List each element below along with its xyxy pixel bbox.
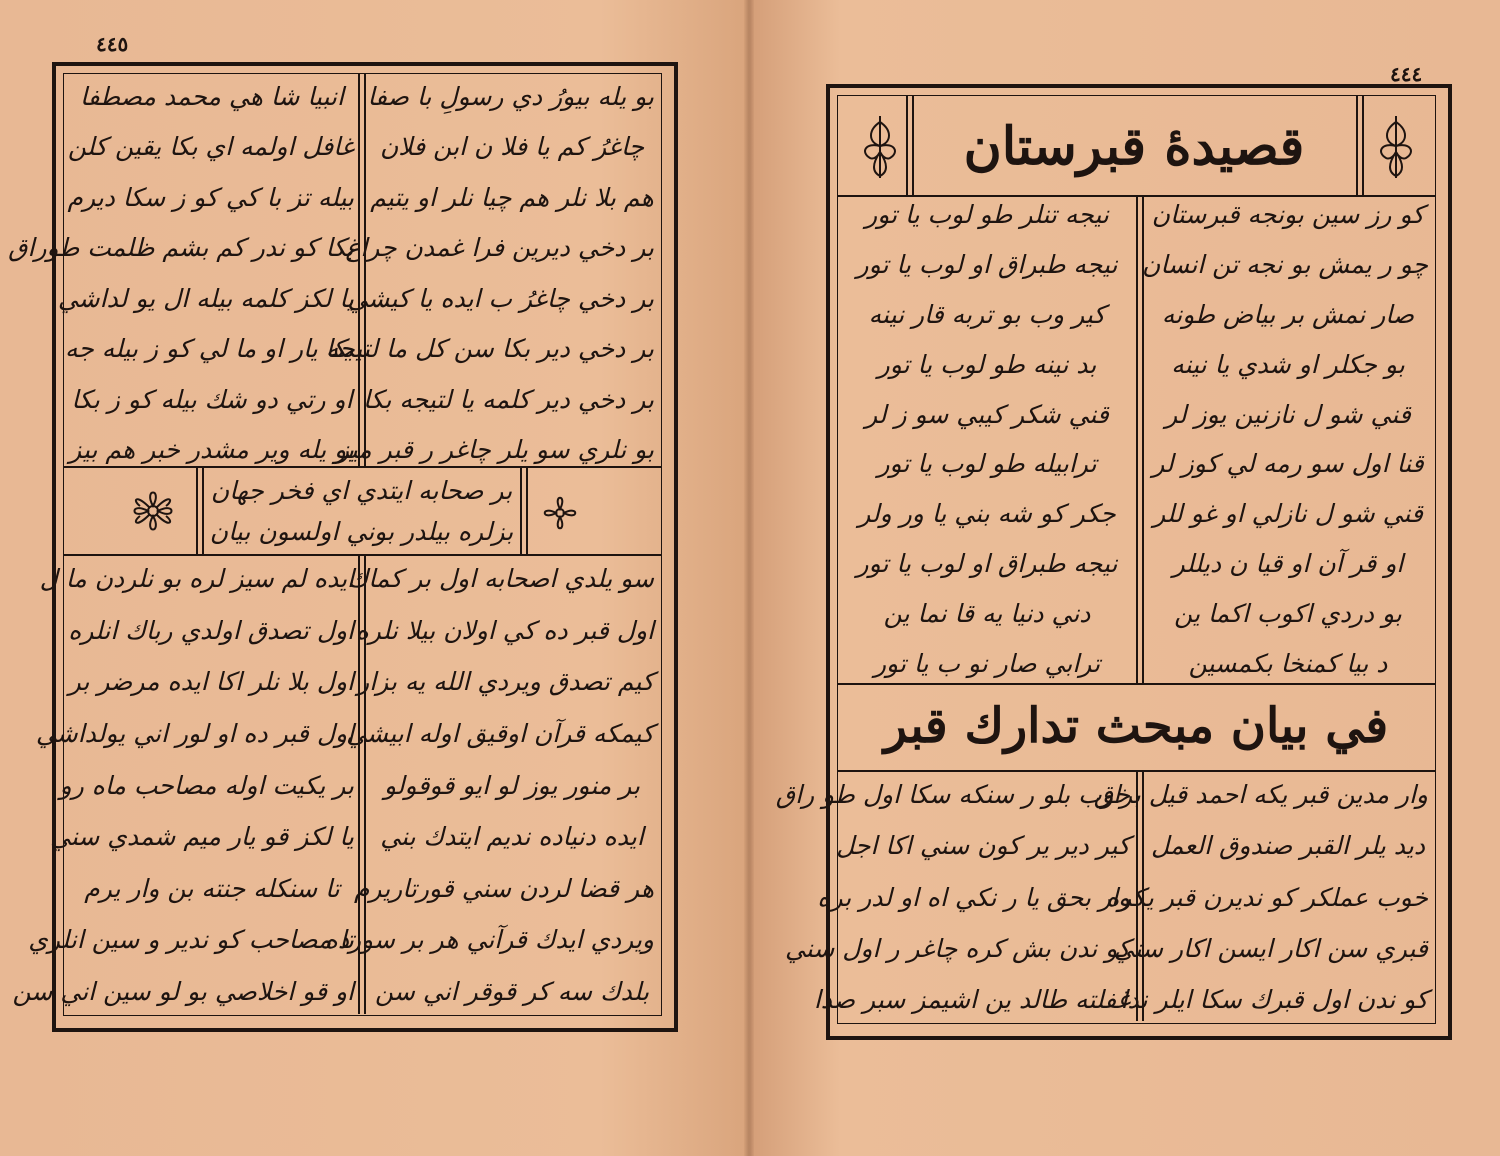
column-separator bbox=[1136, 196, 1138, 683]
verse-line: سو يلدي اصحابه اول بر كماك bbox=[347, 564, 654, 593]
verse-line: چاغرُ كم يا فلا ن ابن فلان bbox=[379, 132, 645, 162]
verse-line: بيله تز با كي كو ز سكا ديرم bbox=[67, 182, 354, 212]
verse-line: بو دردي اكوب اكما ين bbox=[1174, 599, 1402, 628]
verse-line: تا سنكله جنته بن وار يرم bbox=[84, 873, 340, 903]
verse-line: اول قبر ده او لور اني يولداشي bbox=[35, 718, 354, 748]
band-separator bbox=[520, 467, 522, 555]
verse-line: ايده لم سيز لره بو نلردن ما ل bbox=[39, 564, 354, 593]
section2-right-column bbox=[1093, 780, 1428, 1014]
verse-line: بر صحابه ايتدي اي فخر جهان bbox=[210, 476, 513, 505]
verse-line: كو ندن بش كره چاغر ر اول سني bbox=[784, 933, 1130, 963]
section1-right-column bbox=[1142, 200, 1428, 678]
verse-line: اول قبر ده كي اولان بيلا نلره bbox=[355, 615, 654, 645]
floral-ornament-icon bbox=[118, 482, 188, 540]
verse-line: هم بلا نلر هم چيا نلر او يتيم bbox=[370, 182, 654, 212]
book-spine bbox=[744, 0, 754, 1156]
section1-left-column bbox=[844, 202, 1130, 676]
verse-line: ترابيله طو لوب يا تور bbox=[877, 449, 1097, 479]
verse-line: بكا يار او ما لي كو ز بيله جه bbox=[64, 334, 354, 364]
verse-line: بد نينه طو لوب يا تور bbox=[877, 349, 1097, 379]
verse-line: غفلته طالد ين اشيمز سبر صدا bbox=[813, 985, 1130, 1014]
verse-line: كو رز سين بونجه قبرستان bbox=[1151, 200, 1425, 229]
verse-line: بر دخي چاغرُ ب ايده يا كيشي bbox=[347, 283, 654, 313]
verse-line: دني دنيا يه قا نما ين bbox=[883, 599, 1091, 628]
verse-line: بو نلري سو يلر چاغر ر قبر ميز bbox=[336, 434, 654, 464]
verse-line: بر منور يوز لو ايو قوقولو bbox=[384, 770, 640, 800]
fleur-ornament-icon bbox=[858, 112, 902, 182]
verse-line: اول تصدق اولدي رباك انلره bbox=[68, 615, 354, 645]
verse-line: صار نمش بر بياض طونه bbox=[1161, 299, 1415, 329]
band-separator bbox=[906, 96, 908, 196]
section2-left-column bbox=[775, 780, 1130, 1014]
verse-line: يا لكز كلمه بيله ال يو لداشي bbox=[57, 283, 354, 313]
verse-line: نيجه طبراق او لوب يا تور bbox=[856, 549, 1118, 579]
verse-line: هر قضا لردن سني قورتاريرم bbox=[353, 873, 654, 903]
fleur-ornament-icon bbox=[1374, 112, 1418, 182]
verse-line: كيم تصدق ويردي الله يه بزار bbox=[357, 667, 654, 697]
middle-band-text bbox=[204, 470, 519, 552]
page-number: ٤٤٥ bbox=[96, 32, 129, 56]
verse-line: او قر آن او قيا ن ديللر bbox=[1172, 549, 1404, 579]
bottom-left-column bbox=[12, 564, 354, 1006]
verse-line: كو ندن اول قبرك سكا ايلر ندا bbox=[1120, 985, 1428, 1014]
band-separator bbox=[1362, 96, 1364, 196]
verse-line: ديد يلر القبر صندوق العمل bbox=[1151, 831, 1425, 861]
verse-line: قبري سن اكار ايسن اكار سني bbox=[1113, 933, 1428, 963]
verse-line: بو جكلر او شدي يا نينه bbox=[1171, 349, 1405, 379]
verse-line: قنا اول سو رمه لي كوز لر bbox=[1152, 449, 1424, 479]
verse-line: د بيا كمنخا بكمسين bbox=[1188, 648, 1388, 678]
verse-line: ايده دنياده نديم ايتدك بني bbox=[380, 822, 644, 852]
bottom-right-column bbox=[324, 564, 654, 1006]
verse-line: انبيا شا هي محمد مصطفا bbox=[80, 82, 344, 111]
verse-line: ويردي ايدك قرآني هر بر سورده bbox=[324, 925, 654, 955]
verse-line: نيجه طبراق او لوب يا تور bbox=[856, 249, 1118, 279]
band-separator bbox=[1356, 96, 1358, 196]
page-number: ٤٤٤ bbox=[1390, 62, 1423, 86]
verse-line: بر دخي دير بكا سن كل ما لتيجه bbox=[325, 334, 654, 364]
section-title: في بيان مبحث تدارك قبر bbox=[883, 698, 1389, 754]
band-separator bbox=[196, 467, 198, 555]
verse-line: خوب بلو ر سنكه سكا اول طو راق bbox=[775, 780, 1130, 809]
verse-line: ترابي صار نو ب يا تور bbox=[873, 648, 1101, 678]
verse-line: قني شكر كيبي سو ز لر bbox=[865, 399, 1109, 429]
verse-line: يا لكز قو يار ميم شمدي سني bbox=[50, 822, 354, 852]
verse-line: خوب عملكر كو نديرن قبر يكره bbox=[1106, 882, 1428, 912]
verse-line: او قو اخلاصي بو لو سين اني سن bbox=[12, 977, 354, 1006]
verse-line: قني شو ل نازلي او غو للر bbox=[1153, 499, 1423, 529]
verse-line: بو يله بيورُ دي رسولِ با صفا bbox=[367, 82, 654, 111]
verse-line: بو يله وير مشدر خبر هم بيز bbox=[69, 434, 354, 464]
page-title: قصيدۀ قبرستان bbox=[963, 116, 1305, 177]
verse-line: اول بلا نلر اكا ايده مرضر بر bbox=[68, 667, 354, 697]
band-separator bbox=[526, 467, 528, 555]
verse-line: بكا كو ندر كم بشم ظلمت طوراق bbox=[8, 233, 354, 263]
divider bbox=[63, 466, 661, 468]
floral-ornament-icon bbox=[532, 488, 588, 538]
verse-line: چو ر يمش بو نجه تن انسان bbox=[1142, 249, 1428, 279]
divider bbox=[837, 683, 1435, 685]
right-page bbox=[750, 0, 1500, 1156]
verse-line: كير دير ير كون سني اكا اجل bbox=[836, 831, 1130, 861]
verse-line: جكر كو شه بني يا ور ولر bbox=[858, 499, 1116, 529]
verse-line: كيمكه قرآن اوقيق اوله ابيشي bbox=[346, 718, 654, 748]
verse-line: بزلره بيلدر بوني اولسون بيان bbox=[209, 517, 514, 546]
verse-line: قني شو ل نازنين يوز لر bbox=[1165, 399, 1411, 429]
verse-line: وار مدين قبر يكه احمد قيل براق bbox=[1093, 780, 1428, 809]
column-separator bbox=[358, 74, 360, 467]
verse-line: غافل اولمه اي بكا يقين كلن bbox=[67, 132, 354, 162]
verse-line: بر دخي دير كلمه يا لتيجه بكا bbox=[363, 384, 654, 414]
verse-line: كير وب بو تربه قار نينه bbox=[868, 299, 1106, 329]
top-right-column bbox=[325, 82, 654, 464]
verse-line: بر دخي ديرين فرا غمدن چراغ bbox=[345, 233, 654, 263]
verse-line: وار بحق يا ر نكي اه او لدر بره bbox=[817, 882, 1130, 912]
verse-line: بلدك سه كر قوقر اني سن bbox=[374, 977, 650, 1006]
verse-line: نيجه تنلر طو لوب يا تور bbox=[865, 200, 1109, 229]
verse-line: او رتي دو شك بيله كو ز بكا bbox=[71, 384, 353, 414]
verse-line: تا مصاحب كو ندير و سين انلري bbox=[28, 925, 354, 955]
top-left-column bbox=[8, 82, 354, 464]
verse-line: بر يكيت اوله مصاحب ماه رو bbox=[59, 770, 354, 800]
divider bbox=[63, 554, 661, 556]
